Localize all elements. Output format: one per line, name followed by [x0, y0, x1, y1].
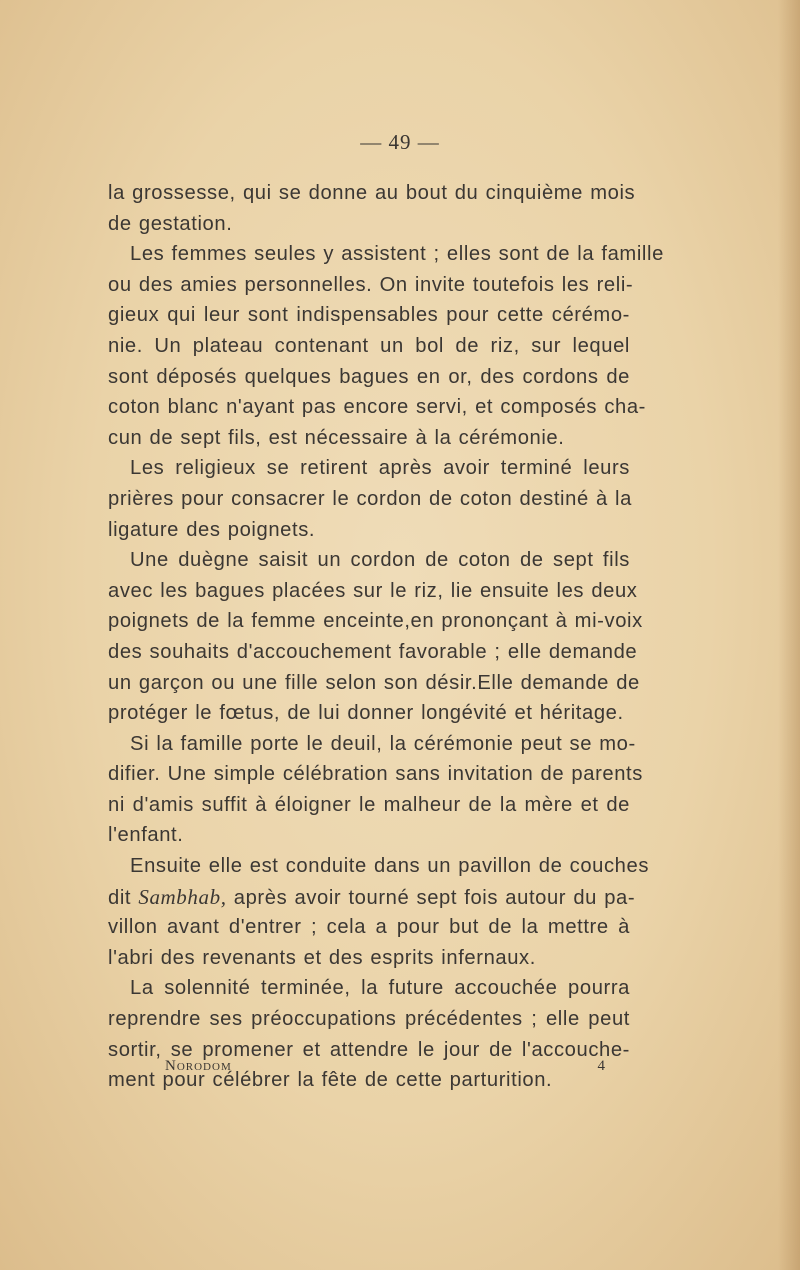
text-line: coton blanc n'ayant pas encore servi, et composés cha- — [108, 396, 646, 419]
text-line: Si la famille porte le deuil, la cérémonie peut se mo- — [130, 732, 636, 755]
text-line: prières pour consacrer le cordon de coton destiné à la — [108, 487, 632, 510]
text-line: sont déposés quelques bagues en or, des cordons de — [108, 365, 630, 388]
text-line: Une duègne saisit un cordon de coton de sept fils — [130, 549, 630, 572]
text-fragment: après avoir tourné sept fois autour du pa- — [233, 886, 636, 909]
text-line: protéger le fœtus, de lui donner longévité et héritage. — [108, 702, 624, 725]
text-line: cun de sept fils, est nécessaire à la cérémonie. — [108, 426, 565, 449]
text-line: poignets de la femme enceinte,en prononçant à mi-voix — [108, 610, 643, 633]
text-line: reprendre ses préoccupations précédentes ; elle peut — [108, 1008, 630, 1031]
page-edge-shadow — [778, 0, 800, 1270]
text-line: l'enfant. — [108, 824, 184, 847]
text-line: des souhaits d'accouchement favorable ; elle demande — [108, 640, 638, 663]
italic-term: Sambhab, — [138, 884, 227, 909]
text-line: La solennité terminée, la future accouchée pourra — [130, 977, 630, 1000]
text-line: Les femmes seules y assistent ; elles sont de la famille — [130, 243, 664, 266]
text-line: ligature des poignets. — [108, 518, 316, 541]
text-line: villon avant d'entrer ; cela a pour but de la mettre à — [108, 916, 630, 939]
text-line: la grossesse, qui se donne au bout du cinquième mois — [108, 182, 636, 204]
text-fragment: dit — [108, 886, 132, 909]
printer-signature: Norodom — [165, 1058, 232, 1074]
text-line: ni d'amis suffit à éloigner le malheur de la mère et de — [108, 793, 630, 816]
text-line: Les religieux se retirent après avoir terminé leurs — [130, 457, 630, 480]
signature-number: 4 — [597, 1058, 605, 1074]
text-line: difier. Une simple célébration sans invitation de parents — [108, 763, 643, 786]
page-number: — 49 — — [360, 130, 440, 154]
text-line: avec les bagues placées sur le riz, lie ensuite les deux — [108, 579, 638, 602]
text-line: nie. Un plateau contenant un bol de riz, sur lequel — [108, 334, 630, 357]
text-line: ou des amies personnelles. On invite toutefois les reli- — [108, 273, 634, 296]
text-line: Ensuite elle est conduite dans un pavillon de couches — [130, 855, 650, 878]
text-line-with-italic — [108, 882, 636, 913]
text-line: de gestation. — [108, 212, 233, 235]
text-line: sortir, se promener et attendre le jour de l'accouche- — [108, 1038, 630, 1061]
text-line: gieux qui leur sont indispensables pour cette cérémo- — [108, 304, 630, 327]
text-line: ment pour célébrer la fête de cette parturition. — [108, 1069, 553, 1092]
body-text — [108, 178, 664, 1096]
text-line: un garçon ou une fille selon son désir.Elle demande de — [108, 671, 640, 694]
text-line: l'abri des revenants et des esprits infernaux. — [108, 946, 536, 969]
